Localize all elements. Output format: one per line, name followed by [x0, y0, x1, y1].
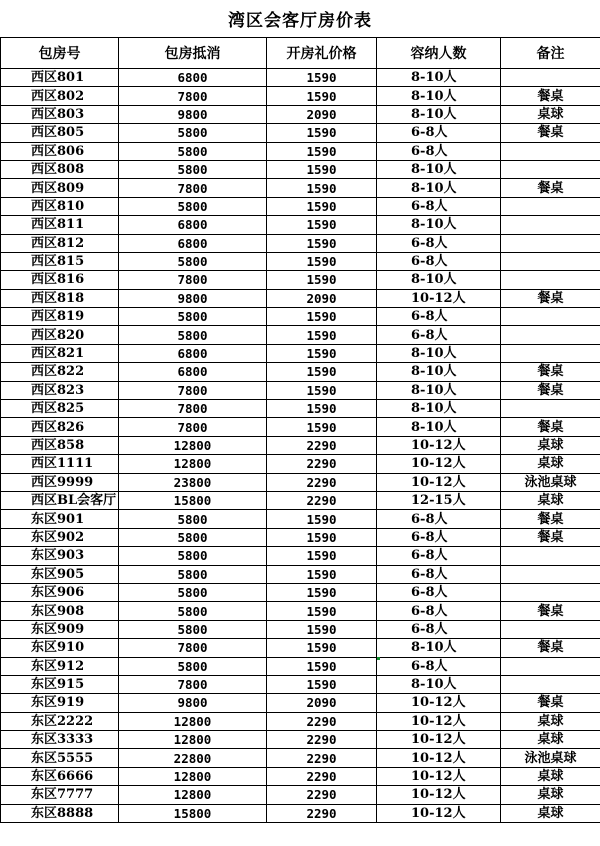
opening-price-cell: 1590 [267, 326, 377, 344]
table-row [1, 142, 600, 160]
table-row [1, 252, 600, 270]
opening-price-cell: 2290 [267, 712, 377, 730]
note-cell: 餐桌 [501, 289, 600, 307]
note-cell [501, 400, 600, 418]
capacity-cell: 8-10人 [377, 381, 501, 399]
opening-price-cell: 2290 [267, 455, 377, 473]
capacity-cell: 6-8人 [377, 657, 501, 675]
table-row [1, 565, 600, 583]
opening-price-cell: 1590 [267, 197, 377, 215]
table-body [1, 69, 600, 823]
capacity-cell: 8-10人 [377, 639, 501, 657]
capacity-cell: 6-8人 [377, 620, 501, 638]
capacity-cell: 12-15人 [377, 491, 501, 509]
capacity-cell: 8-10人 [377, 363, 501, 381]
table-row [1, 547, 600, 565]
min-spend-cell: 5800 [119, 657, 267, 675]
min-spend-cell: 7800 [119, 179, 267, 197]
room-cell: 西区821 [1, 344, 119, 362]
opening-price-cell: 1590 [267, 308, 377, 326]
min-spend-cell: 5800 [119, 602, 267, 620]
table-row [1, 308, 600, 326]
table-row [1, 712, 600, 730]
min-spend-cell: 5800 [119, 565, 267, 583]
note-cell: 桌球 [501, 767, 600, 785]
min-spend-cell: 7800 [119, 381, 267, 399]
room-cell: 东区8888 [1, 804, 119, 822]
room-cell: 西区801 [1, 69, 119, 87]
note-cell: 餐桌 [501, 87, 600, 105]
opening-price-cell: 2290 [267, 731, 377, 749]
opening-price-cell: 1590 [267, 179, 377, 197]
room-cell: 西区1111 [1, 455, 119, 473]
min-spend-cell: 12800 [119, 436, 267, 454]
note-cell [501, 252, 600, 270]
capacity-cell: 6-8人 [377, 252, 501, 270]
room-cell: 东区909 [1, 620, 119, 638]
opening-price-cell: 1590 [267, 602, 377, 620]
min-spend-cell: 5800 [119, 197, 267, 215]
min-spend-cell: 12800 [119, 786, 267, 804]
note-cell: 桌球 [501, 712, 600, 730]
capacity-cell: 8-10人 [377, 400, 501, 418]
note-cell [501, 142, 600, 160]
capacity-cell: 6-8人 [377, 326, 501, 344]
min-spend-cell: 5800 [119, 142, 267, 160]
min-spend-cell: 6800 [119, 216, 267, 234]
note-cell [501, 69, 600, 87]
table-row [1, 786, 600, 804]
page-title: 湾区会客厅房价表 [228, 11, 372, 31]
table-row [1, 326, 600, 344]
min-spend-cell: 5800 [119, 252, 267, 270]
note-cell: 泳池桌球 [501, 749, 600, 767]
min-spend-cell: 6800 [119, 69, 267, 87]
min-spend-cell: 7800 [119, 675, 267, 693]
note-cell [501, 547, 600, 565]
table-row [1, 620, 600, 638]
capacity-cell: 8-10人 [377, 271, 501, 289]
table-row [1, 675, 600, 693]
note-cell: 桌球 [501, 804, 600, 822]
note-cell [501, 271, 600, 289]
min-spend-cell: 5800 [119, 326, 267, 344]
header-room: 包房号 [1, 38, 119, 69]
min-spend-cell: 12800 [119, 455, 267, 473]
note-cell [501, 565, 600, 583]
table-row [1, 124, 600, 142]
capacity-cell: 8-10人 [377, 69, 501, 87]
opening-price-cell: 2290 [267, 804, 377, 822]
table-row [1, 455, 600, 473]
min-spend-cell: 6800 [119, 363, 267, 381]
note-cell: 餐桌 [501, 179, 600, 197]
header-row [1, 38, 600, 69]
note-cell [501, 308, 600, 326]
min-spend-cell: 6800 [119, 344, 267, 362]
note-cell [501, 197, 600, 215]
capacity-cell: 6-8人 [377, 602, 501, 620]
note-cell [501, 583, 600, 601]
table-row [1, 418, 600, 436]
table-row [1, 731, 600, 749]
min-spend-cell: 15800 [119, 491, 267, 509]
min-spend-cell: 7800 [119, 87, 267, 105]
room-cell: 西区9999 [1, 473, 119, 491]
table-row [1, 160, 600, 178]
min-spend-cell: 6800 [119, 234, 267, 252]
room-cell: 西区812 [1, 234, 119, 252]
min-spend-cell: 5800 [119, 160, 267, 178]
opening-price-cell: 1590 [267, 583, 377, 601]
capacity-cell: 6-8人 [377, 142, 501, 160]
room-cell: 东区905 [1, 565, 119, 583]
opening-price-cell: 2090 [267, 105, 377, 123]
room-cell: 西区858 [1, 436, 119, 454]
note-cell: 桌球 [501, 436, 600, 454]
table-row [1, 694, 600, 712]
min-spend-cell: 12800 [119, 767, 267, 785]
cell-marker-icon [377, 657, 380, 660]
price-table [0, 38, 600, 823]
capacity-cell: 8-10人 [377, 87, 501, 105]
capacity-cell: 6-8人 [377, 197, 501, 215]
room-cell: 东区6666 [1, 767, 119, 785]
title-row [0, 0, 600, 38]
opening-price-cell: 1590 [267, 510, 377, 528]
note-cell: 桌球 [501, 455, 600, 473]
opening-price-cell: 1590 [267, 142, 377, 160]
table-row [1, 583, 600, 601]
opening-price-cell: 2290 [267, 786, 377, 804]
opening-price-cell: 1590 [267, 675, 377, 693]
capacity-cell: 8-10人 [377, 105, 501, 123]
note-cell: 桌球 [501, 105, 600, 123]
note-cell [501, 326, 600, 344]
room-cell: 西区818 [1, 289, 119, 307]
opening-price-cell: 1590 [267, 234, 377, 252]
header-min-spend: 包房抵消 [119, 38, 267, 69]
room-cell: 东区910 [1, 639, 119, 657]
opening-price-cell: 1590 [267, 124, 377, 142]
table-row [1, 400, 600, 418]
opening-price-cell: 1590 [267, 620, 377, 638]
note-cell [501, 620, 600, 638]
capacity-cell: 8-10人 [377, 675, 501, 693]
table-row [1, 87, 600, 105]
opening-price-cell: 1590 [267, 69, 377, 87]
note-cell: 桌球 [501, 786, 600, 804]
table-row [1, 381, 600, 399]
min-spend-cell: 5800 [119, 583, 267, 601]
note-cell: 餐桌 [501, 639, 600, 657]
table-row [1, 473, 600, 491]
opening-price-cell: 1590 [267, 639, 377, 657]
capacity-cell: 8-10人 [377, 160, 501, 178]
note-cell: 餐桌 [501, 418, 600, 436]
room-cell: 西区826 [1, 418, 119, 436]
min-spend-cell: 7800 [119, 271, 267, 289]
header-capacity: 容纳人数 [377, 38, 501, 69]
note-cell [501, 234, 600, 252]
table-row [1, 216, 600, 234]
capacity-cell: 10-12人 [377, 767, 501, 785]
opening-price-cell: 1590 [267, 252, 377, 270]
capacity-cell: 6-8人 [377, 528, 501, 546]
note-cell: 餐桌 [501, 528, 600, 546]
opening-price-cell: 2290 [267, 767, 377, 785]
room-cell: 东区908 [1, 602, 119, 620]
table-row [1, 804, 600, 822]
table-row [1, 639, 600, 657]
min-spend-cell: 5800 [119, 510, 267, 528]
opening-price-cell: 1590 [267, 87, 377, 105]
table-row [1, 271, 600, 289]
capacity-cell: 6-8人 [377, 510, 501, 528]
room-cell: 西区815 [1, 252, 119, 270]
min-spend-cell: 9800 [119, 289, 267, 307]
min-spend-cell: 7800 [119, 418, 267, 436]
min-spend-cell: 9800 [119, 694, 267, 712]
opening-price-cell: 1590 [267, 363, 377, 381]
table-row [1, 767, 600, 785]
room-cell: 西区805 [1, 124, 119, 142]
capacity-cell: 6-8人 [377, 565, 501, 583]
capacity-cell: 10-12人 [377, 731, 501, 749]
table-row [1, 363, 600, 381]
table-row [1, 510, 600, 528]
min-spend-cell: 15800 [119, 804, 267, 822]
capacity-cell: 8-10人 [377, 418, 501, 436]
table-row [1, 105, 600, 123]
opening-price-cell: 2090 [267, 289, 377, 307]
opening-price-cell: 1590 [267, 271, 377, 289]
min-spend-cell: 5800 [119, 124, 267, 142]
opening-price-cell: 2290 [267, 491, 377, 509]
opening-price-cell: 1590 [267, 400, 377, 418]
opening-price-cell: 2090 [267, 694, 377, 712]
table-row [1, 197, 600, 215]
capacity-cell: 6-8人 [377, 308, 501, 326]
min-spend-cell: 5800 [119, 308, 267, 326]
room-cell: 西区825 [1, 400, 119, 418]
room-cell: 西区809 [1, 179, 119, 197]
capacity-cell: 6-8人 [377, 234, 501, 252]
note-cell: 餐桌 [501, 363, 600, 381]
opening-price-cell: 2290 [267, 473, 377, 491]
note-cell [501, 216, 600, 234]
room-cell: 西区810 [1, 197, 119, 215]
room-cell: 东区915 [1, 675, 119, 693]
capacity-cell: 10-12人 [377, 712, 501, 730]
opening-price-cell: 2290 [267, 749, 377, 767]
min-spend-cell: 7800 [119, 639, 267, 657]
capacity-cell: 10-12人 [377, 455, 501, 473]
room-cell: 东区919 [1, 694, 119, 712]
capacity-cell: 10-12人 [377, 473, 501, 491]
min-spend-cell: 7800 [119, 400, 267, 418]
capacity-cell: 10-12人 [377, 749, 501, 767]
table-row [1, 289, 600, 307]
table-row [1, 491, 600, 509]
capacity-cell: 8-10人 [377, 179, 501, 197]
note-cell: 桌球 [501, 731, 600, 749]
room-cell: 东区902 [1, 528, 119, 546]
room-cell: 西区808 [1, 160, 119, 178]
min-spend-cell: 12800 [119, 712, 267, 730]
note-cell: 餐桌 [501, 602, 600, 620]
note-cell: 桌球 [501, 491, 600, 509]
room-cell: 西区822 [1, 363, 119, 381]
room-cell: 东区912 [1, 657, 119, 675]
opening-price-cell: 1590 [267, 547, 377, 565]
capacity-cell: 6-8人 [377, 583, 501, 601]
opening-price-cell: 2290 [267, 436, 377, 454]
header-opening-price: 开房礼价格 [267, 38, 377, 69]
note-cell [501, 675, 600, 693]
capacity-cell: 10-12人 [377, 786, 501, 804]
min-spend-cell: 9800 [119, 105, 267, 123]
room-cell: 东区906 [1, 583, 119, 601]
room-cell: 东区903 [1, 547, 119, 565]
room-cell: 东区5555 [1, 749, 119, 767]
capacity-cell: 8-10人 [377, 344, 501, 362]
room-cell: 西区823 [1, 381, 119, 399]
room-cell: 西区811 [1, 216, 119, 234]
table-row [1, 344, 600, 362]
room-cell: 西区816 [1, 271, 119, 289]
note-cell [501, 344, 600, 362]
min-spend-cell: 5800 [119, 528, 267, 546]
room-cell: 东区901 [1, 510, 119, 528]
header-notes: 备注 [501, 38, 600, 69]
min-spend-cell: 22800 [119, 749, 267, 767]
table-row [1, 749, 600, 767]
note-cell: 餐桌 [501, 381, 600, 399]
capacity-cell: 10-12人 [377, 289, 501, 307]
note-cell [501, 657, 600, 675]
room-cell: 东区3333 [1, 731, 119, 749]
table-row [1, 179, 600, 197]
room-cell: 西区819 [1, 308, 119, 326]
capacity-cell: 8-10人 [377, 216, 501, 234]
opening-price-cell: 1590 [267, 160, 377, 178]
note-cell: 泳池桌球 [501, 473, 600, 491]
opening-price-cell: 1590 [267, 381, 377, 399]
table-row [1, 657, 600, 675]
capacity-cell: 6-8人 [377, 547, 501, 565]
room-cell: 东区7777 [1, 786, 119, 804]
opening-price-cell: 1590 [267, 344, 377, 362]
min-spend-cell: 5800 [119, 547, 267, 565]
capacity-cell: 10-12人 [377, 804, 501, 822]
opening-price-cell: 1590 [267, 528, 377, 546]
note-cell: 餐桌 [501, 124, 600, 142]
room-cell: 西区803 [1, 105, 119, 123]
table-row [1, 234, 600, 252]
opening-price-cell: 1590 [267, 657, 377, 675]
note-cell: 餐桌 [501, 510, 600, 528]
min-spend-cell: 23800 [119, 473, 267, 491]
table-row [1, 69, 600, 87]
note-cell [501, 160, 600, 178]
room-cell: 西区820 [1, 326, 119, 344]
min-spend-cell: 5800 [119, 620, 267, 638]
opening-price-cell: 1590 [267, 418, 377, 436]
capacity-cell: 6-8人 [377, 124, 501, 142]
capacity-cell: 10-12人 [377, 436, 501, 454]
room-cell: 西区802 [1, 87, 119, 105]
table-row [1, 602, 600, 620]
opening-price-cell: 1590 [267, 216, 377, 234]
opening-price-cell: 1590 [267, 565, 377, 583]
note-cell: 餐桌 [501, 694, 600, 712]
room-cell: 东区2222 [1, 712, 119, 730]
capacity-cell: 10-12人 [377, 694, 501, 712]
min-spend-cell: 12800 [119, 731, 267, 749]
room-cell: 西区BL会客厅 [1, 491, 119, 509]
table-row [1, 436, 600, 454]
table-row [1, 528, 600, 546]
room-cell: 西区806 [1, 142, 119, 160]
